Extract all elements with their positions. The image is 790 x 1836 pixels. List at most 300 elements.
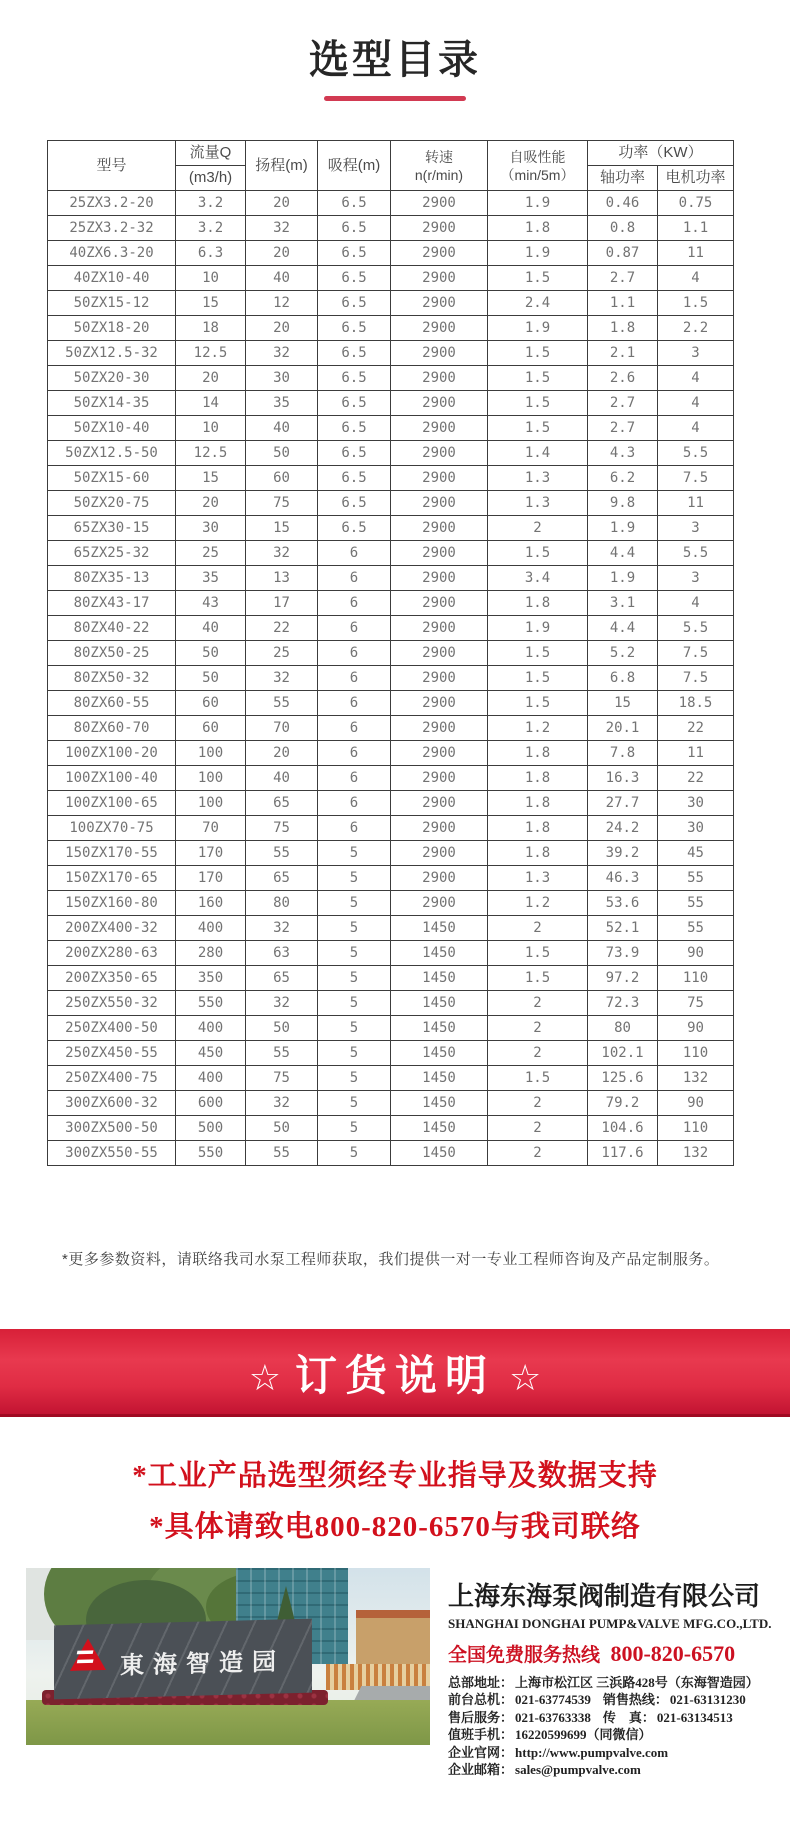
table-cell: 60 [246, 466, 318, 491]
table-cell: 75 [246, 491, 318, 516]
table-cell: 1.5 [488, 966, 588, 991]
table-cell: 22 [658, 716, 734, 741]
table-cell: 6.3 [176, 241, 246, 266]
col-header-selfprime-line2: （min/5m） [500, 166, 575, 183]
table-cell: 35 [246, 391, 318, 416]
table-cell: 20 [246, 191, 318, 216]
contact-label: 销售热线： [602, 1692, 668, 1708]
table-cell: 30 [176, 516, 246, 541]
table-cell: 160 [176, 891, 246, 916]
table-cell: 5 [318, 916, 391, 941]
table-row [48, 816, 734, 841]
table-cell: 73.9 [588, 941, 658, 966]
table-cell: 110 [658, 966, 734, 991]
company-name-cn: 上海东海泵阀制造有限公司 [448, 1581, 761, 1611]
table-cell: 6 [318, 716, 391, 741]
footnote: *更多参数资料，请联络我司水泵工程师获取，我们提供一对一专业工程师咨询及产品定制服务。 [62, 1251, 720, 1268]
table-cell: 35 [176, 566, 246, 591]
table-cell: 40 [246, 266, 318, 291]
table-row [48, 216, 734, 241]
table-cell: 6 [318, 741, 391, 766]
table-cell: 110 [658, 1041, 734, 1066]
table-cell: 100ZX100-65 [48, 791, 176, 816]
company-name-en: SHANGHAI DONGHAI PUMP&VALVE MFG.CO.,LTD. [448, 1616, 772, 1631]
table-cell: 1.8 [488, 816, 588, 841]
table-cell: 1.8 [488, 741, 588, 766]
table-cell: 53.6 [588, 891, 658, 916]
table-row [48, 566, 734, 591]
table-cell: 2 [488, 916, 588, 941]
table-cell: 10 [176, 416, 246, 441]
table-cell: 40 [176, 616, 246, 641]
table-cell: 32 [246, 541, 318, 566]
table-cell: 79.2 [588, 1091, 658, 1116]
table-cell: 11 [658, 241, 734, 266]
table-cell: 80ZX60-70 [48, 716, 176, 741]
table-cell: 1.9 [488, 316, 588, 341]
table-cell: 80ZX50-25 [48, 641, 176, 666]
table-cell: 6.5 [318, 191, 391, 216]
table-cell: 50ZX18-20 [48, 316, 176, 341]
table-cell: 1.3 [488, 866, 588, 891]
col-header-shaft-power: 轴功率 [588, 166, 658, 191]
table-cell: 10 [176, 266, 246, 291]
table-row [48, 966, 734, 991]
table-cell: 6.8 [588, 666, 658, 691]
table-cell: 4 [658, 416, 734, 441]
table-cell: 1.5 [488, 641, 588, 666]
table-cell: 0.46 [588, 191, 658, 216]
table-cell: 1.5 [488, 941, 588, 966]
table-cell: 2900 [391, 391, 488, 416]
table-cell: 200ZX280-63 [48, 941, 176, 966]
table-cell: 80ZX50-32 [48, 666, 176, 691]
table-cell: 22 [246, 616, 318, 641]
table-cell: 12.5 [176, 441, 246, 466]
table-cell: 0.75 [658, 191, 734, 216]
table-cell: 3 [658, 341, 734, 366]
table-cell: 15 [246, 516, 318, 541]
table-cell: 1.3 [488, 491, 588, 516]
hotline-number: 800-820-6570 [610, 1641, 736, 1666]
table-cell: 2.7 [588, 416, 658, 441]
table-cell: 100 [176, 741, 246, 766]
table-cell: 5 [318, 966, 391, 991]
table-cell: 65ZX30-15 [48, 516, 176, 541]
factory-photo [26, 1568, 430, 1745]
table-cell: 14 [176, 391, 246, 416]
table-cell: 2.6 [588, 366, 658, 391]
table-cell: 2900 [391, 691, 488, 716]
table-cell: 4.4 [588, 541, 658, 566]
table-cell: 5 [318, 941, 391, 966]
table-cell: 2900 [391, 641, 488, 666]
contact-line [448, 1744, 778, 1761]
table-cell: 2900 [391, 216, 488, 241]
table-row [48, 1041, 734, 1066]
table-cell: 25 [246, 641, 318, 666]
contact-value: 021-63774539 [515, 1692, 591, 1708]
table-cell: 75 [246, 1066, 318, 1091]
table-cell: 5 [318, 1041, 391, 1066]
table-cell: 1.5 [488, 366, 588, 391]
table-cell: 300ZX600-32 [48, 1091, 176, 1116]
table-cell: 1.5 [658, 291, 734, 316]
col-header-model: 型号 [48, 141, 176, 191]
table-cell: 9.8 [588, 491, 658, 516]
table-cell: 104.6 [588, 1116, 658, 1141]
table-cell: 50ZX12.5-32 [48, 341, 176, 366]
table-row [48, 891, 734, 916]
table-cell: 2900 [391, 541, 488, 566]
table-cell: 2.1 [588, 341, 658, 366]
table-cell: 65 [246, 866, 318, 891]
table-cell: 6.5 [318, 266, 391, 291]
table-cell: 6.5 [318, 391, 391, 416]
table-cell: 600 [176, 1091, 246, 1116]
table-cell: 40ZX6.3-20 [48, 241, 176, 266]
col-header-flow: 流量Q [176, 141, 246, 166]
table-cell: 63 [246, 941, 318, 966]
table-cell: 5 [318, 1141, 391, 1166]
table-cell: 1.9 [488, 241, 588, 266]
table-cell: 2900 [391, 466, 488, 491]
table-cell: 5 [318, 1116, 391, 1141]
table-cell: 117.6 [588, 1141, 658, 1166]
table-cell: 132 [658, 1141, 734, 1166]
table-cell: 90 [658, 941, 734, 966]
table-cell: 1450 [391, 941, 488, 966]
col-header-head: 扬程(m) [246, 141, 318, 191]
contact-line [448, 1674, 778, 1691]
table-cell: 100ZX70-75 [48, 816, 176, 841]
table-cell: 2.7 [588, 266, 658, 291]
table-cell: 2.2 [658, 316, 734, 341]
table-cell: 6.5 [318, 466, 391, 491]
table-cell: 50 [176, 641, 246, 666]
table-cell: 6 [318, 616, 391, 641]
contact-label: 售后服务： [448, 1709, 514, 1725]
table-cell: 2900 [391, 566, 488, 591]
table-cell: 5 [318, 866, 391, 891]
table-row [48, 341, 734, 366]
table-cell: 7.5 [658, 466, 734, 491]
table-cell: 400 [176, 1066, 246, 1091]
table-cell: 2900 [391, 791, 488, 816]
table-row [48, 441, 734, 466]
table-cell: 200ZX400-32 [48, 916, 176, 941]
table-cell: 400 [176, 916, 246, 941]
table-cell: 1450 [391, 1066, 488, 1091]
table-cell: 6.5 [318, 366, 391, 391]
table-cell: 27.7 [588, 791, 658, 816]
order-banner-text: 订货说明 [294, 1352, 495, 1399]
col-header-speed-line2: n(r/min) [414, 166, 464, 183]
table-cell: 1.3 [488, 466, 588, 491]
company-logo-icon [70, 1638, 106, 1671]
table-cell: 1450 [391, 916, 488, 941]
table-cell: 7.5 [658, 666, 734, 691]
contact-value: 上海市松江区 三浜路428号（东海智造园） [515, 1675, 759, 1690]
table-cell: 150ZX170-65 [48, 866, 176, 891]
contact-line [448, 1709, 778, 1726]
table-row [48, 866, 734, 891]
table-cell: 6.5 [318, 416, 391, 441]
table-row [48, 741, 734, 766]
company-info [448, 1576, 778, 1778]
table-cell: 3 [658, 566, 734, 591]
table-cell: 50ZX15-12 [48, 291, 176, 316]
star-left-icon: ☆ [248, 1357, 281, 1398]
table-cell: 55 [246, 1141, 318, 1166]
contact-value: 021-63134513 [656, 1709, 733, 1725]
table-row [48, 1141, 734, 1166]
table-row [48, 791, 734, 816]
col-header-power: 功率（KW） [588, 141, 734, 166]
table-cell: 55 [246, 691, 318, 716]
table-cell: 97.2 [588, 966, 658, 991]
table-cell: 2900 [391, 241, 488, 266]
table-cell: 1.5 [488, 691, 588, 716]
table-cell: 46.3 [588, 866, 658, 891]
table-cell: 2.4 [488, 291, 588, 316]
table-cell: 2900 [391, 366, 488, 391]
table-cell: 65 [246, 966, 318, 991]
table-cell: 2.7 [588, 391, 658, 416]
table-row [48, 941, 734, 966]
table-cell: 1.8 [588, 316, 658, 341]
table-cell: 1.5 [488, 266, 588, 291]
pump-table-body [48, 191, 734, 1166]
table-cell: 15 [588, 691, 658, 716]
table-cell: 65 [246, 791, 318, 816]
table-cell: 20.1 [588, 716, 658, 741]
table-cell: 32 [246, 341, 318, 366]
table-cell: 43 [176, 591, 246, 616]
table-cell: 11 [658, 491, 734, 516]
table-cell: 4.4 [588, 616, 658, 641]
table-cell: 30 [658, 816, 734, 841]
table-cell: 50ZX14-35 [48, 391, 176, 416]
table-cell: 2900 [391, 291, 488, 316]
table-cell: 6.2 [588, 466, 658, 491]
table-cell: 1.5 [488, 666, 588, 691]
table-cell: 250ZX400-75 [48, 1066, 176, 1091]
table-cell: 2900 [391, 441, 488, 466]
table-cell: 100ZX100-40 [48, 766, 176, 791]
table-cell: 6 [318, 816, 391, 841]
table-cell: 1450 [391, 1141, 488, 1166]
table-cell: 32 [246, 1091, 318, 1116]
table-cell: 12.5 [176, 341, 246, 366]
contact-label: 值班手机： [448, 1727, 514, 1743]
table-row [48, 416, 734, 441]
table-cell: 1.4 [488, 441, 588, 466]
table-cell: 4.3 [588, 441, 658, 466]
table-cell: 1.1 [588, 291, 658, 316]
table-cell: 1.8 [488, 766, 588, 791]
table-cell: 5 [318, 1066, 391, 1091]
table-cell: 300ZX550-55 [48, 1141, 176, 1166]
table-cell: 6 [318, 791, 391, 816]
table-cell: 75 [658, 991, 734, 1016]
table-cell: 5.5 [658, 616, 734, 641]
table-cell: 1.2 [488, 891, 588, 916]
table-cell: 4 [658, 366, 734, 391]
table-cell: 2 [488, 1091, 588, 1116]
contact-line [448, 1726, 778, 1743]
table-cell: 70 [246, 716, 318, 741]
table-cell: 2900 [391, 866, 488, 891]
table-cell: 2900 [391, 341, 488, 366]
table-cell: 1.5 [488, 341, 588, 366]
table-cell: 80 [588, 1016, 658, 1041]
table-cell: 1450 [391, 1091, 488, 1116]
table-cell: 45 [658, 841, 734, 866]
table-cell: 32 [246, 666, 318, 691]
table-cell: 2900 [391, 766, 488, 791]
table-row [48, 466, 734, 491]
table-row [48, 1016, 734, 1041]
table-cell: 80ZX43-17 [48, 591, 176, 616]
table-cell: 24.2 [588, 816, 658, 841]
table-cell: 1450 [391, 991, 488, 1016]
table-cell: 100ZX100-20 [48, 741, 176, 766]
table-cell: 5.5 [658, 441, 734, 466]
star-right-icon: ☆ [509, 1357, 542, 1398]
table-row [48, 541, 734, 566]
table-cell: 1450 [391, 966, 488, 991]
table-cell: 2900 [391, 891, 488, 916]
table-cell: 2900 [391, 841, 488, 866]
order-banner [0, 1329, 790, 1417]
table-cell: 2900 [391, 616, 488, 641]
table-cell: 6.5 [318, 341, 391, 366]
table-cell: 2900 [391, 266, 488, 291]
table-cell: 6.5 [318, 316, 391, 341]
table-cell: 2 [488, 1041, 588, 1066]
table-row [48, 1066, 734, 1091]
photo-lawn [26, 1700, 430, 1745]
page-title: 选型目录 [309, 38, 481, 82]
table-cell: 2900 [391, 316, 488, 341]
table-cell: 1.9 [588, 566, 658, 591]
table-cell: 150ZX160-80 [48, 891, 176, 916]
table-cell: 16.3 [588, 766, 658, 791]
table-cell: 90 [658, 1016, 734, 1041]
contact-label: 传 真： [602, 1709, 655, 1725]
title-divider [324, 96, 466, 101]
table-cell: 102.1 [588, 1041, 658, 1066]
table-cell: 5 [318, 1091, 391, 1116]
table-cell: 1.9 [488, 191, 588, 216]
table-cell: 60 [176, 691, 246, 716]
contact-label: 企业邮箱： [448, 1762, 514, 1778]
table-cell: 25ZX3.2-32 [48, 216, 176, 241]
table-cell: 55 [658, 916, 734, 941]
table-cell: 5 [318, 1016, 391, 1041]
table-cell: 250ZX450-55 [48, 1041, 176, 1066]
table-row [48, 366, 734, 391]
table-cell: 400 [176, 1016, 246, 1041]
table-cell: 20 [246, 316, 318, 341]
table-cell: 2900 [391, 666, 488, 691]
table-row [48, 241, 734, 266]
table-cell: 250ZX400-50 [48, 1016, 176, 1041]
table-cell: 2 [488, 991, 588, 1016]
table-cell: 1.9 [488, 616, 588, 641]
contact-value: http://www.pumpvalve.com [515, 1744, 669, 1760]
slogan-line-2: *具体请致电800-820-6570与我司联络 [149, 1511, 641, 1543]
table-cell: 4 [658, 391, 734, 416]
hotline-label: 全国免费服务热线 [448, 1645, 601, 1666]
table-cell: 2 [488, 1141, 588, 1166]
table-cell: 6.5 [318, 441, 391, 466]
col-header-speed [391, 141, 488, 191]
table-cell: 250ZX550-32 [48, 991, 176, 1016]
table-cell: 1.5 [488, 541, 588, 566]
table-cell: 100 [176, 791, 246, 816]
table-cell: 12 [246, 291, 318, 316]
table-cell: 125.6 [588, 1066, 658, 1091]
table-cell: 6 [318, 766, 391, 791]
table-cell: 6 [318, 541, 391, 566]
table-cell: 2900 [391, 816, 488, 841]
table-row [48, 916, 734, 941]
table-cell: 5 [318, 991, 391, 1016]
table-cell: 170 [176, 866, 246, 891]
table-cell: 11 [658, 741, 734, 766]
col-header-selfprime [488, 141, 588, 191]
table-cell: 20 [246, 741, 318, 766]
table-cell: 3.2 [176, 216, 246, 241]
table-cell: 6.5 [318, 216, 391, 241]
table-cell: 40 [246, 766, 318, 791]
table-cell: 1.1 [658, 216, 734, 241]
table-cell: 350 [176, 966, 246, 991]
table-cell: 32 [246, 216, 318, 241]
table-row [48, 491, 734, 516]
photo-sign-text: 東海智造园 [120, 1648, 285, 1680]
table-row [48, 266, 734, 291]
table-cell: 13 [246, 566, 318, 591]
table-cell: 50 [246, 1116, 318, 1141]
service-hotline [448, 1640, 778, 1667]
table-cell: 1450 [391, 1016, 488, 1041]
order-banner-title [235, 1343, 556, 1403]
table-cell: 1.2 [488, 716, 588, 741]
contact-lines [448, 1674, 778, 1778]
contact-value: 16220599699（同微信） [515, 1727, 652, 1743]
contact-value: 021-63131230 [669, 1692, 746, 1708]
table-cell: 1.5 [488, 1066, 588, 1091]
table-cell: 50ZX12.5-50 [48, 441, 176, 466]
table-cell: 18.5 [658, 691, 734, 716]
table-cell: 32 [246, 991, 318, 1016]
table-cell: 500 [176, 1116, 246, 1141]
col-header-speed-line1: 转速 [425, 148, 453, 165]
table-cell: 0.87 [588, 241, 658, 266]
table-cell: 72.3 [588, 991, 658, 1016]
contact-line [448, 1761, 778, 1778]
table-cell: 55 [246, 841, 318, 866]
contact-label: 企业官网： [448, 1744, 514, 1760]
table-cell: 450 [176, 1041, 246, 1066]
table-cell: 15 [176, 466, 246, 491]
table-cell: 65ZX25-32 [48, 541, 176, 566]
table-cell: 2900 [391, 516, 488, 541]
table-cell: 5.5 [658, 541, 734, 566]
